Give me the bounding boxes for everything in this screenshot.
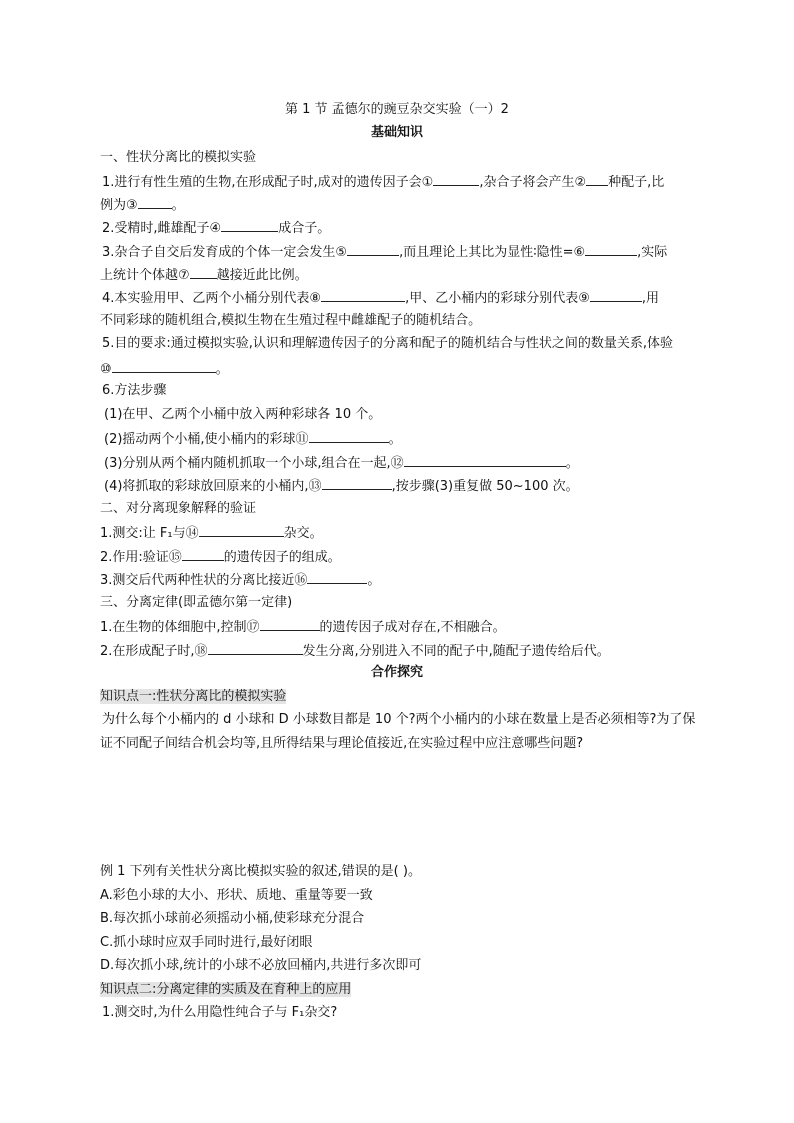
heading-3: 三、分离定律(即孟德尔第一定律): [100, 595, 293, 610]
option-c: C.抓小球时应双手同时进行,最好闭眼: [100, 935, 313, 950]
heading-1: 一、性状分离比的模拟实验: [100, 150, 257, 165]
blank-14[interactable]: [199, 523, 284, 537]
blank-10[interactable]: [112, 359, 216, 373]
step-4: (4)将抓取的彩球放回原来的小桶内,⑬ ,按步骤(3)重复做 50~100 次。: [104, 476, 579, 495]
blank-2[interactable]: [586, 172, 608, 186]
knowledge-point-1: 知识点一:性状分离比的模拟实验: [100, 689, 287, 704]
question-1-cont: 例为③ 。: [100, 195, 185, 214]
blank-3[interactable]: [138, 195, 172, 209]
section-basic-knowledge: 基础知识: [370, 125, 423, 140]
kp1-question-line-2: 证不同配子间结合机会均等,且所得结果与理论值接近,在实验过程中应注意哪些问题?: [100, 736, 584, 751]
blank-7[interactable]: [190, 265, 217, 279]
blank-4[interactable]: [221, 218, 278, 232]
blank-1[interactable]: [433, 172, 479, 186]
blank-13[interactable]: [322, 476, 392, 490]
question-5: 5.目的要求:通过模拟实验,认识和理解遗传因子的分离和配子的随机结合与性状之间的数量关系,体验: [102, 336, 674, 351]
option-d: D.每次抓小球,统计的小球不必放回桶内,共进行多次即可: [100, 958, 422, 973]
question-5-cont: ⑩ 。: [100, 359, 229, 378]
heading-2: 二、对分离现象解释的验证: [100, 501, 257, 516]
doc-title: 第 1 节 孟德尔的豌豆杂交实验（一）2: [285, 102, 509, 117]
question-3: 3.杂合子自交后发育成的个体一定会发生⑤ ,而且理论上其比为显性∶隐性=⑥ ,实际: [102, 242, 667, 261]
step-2: (2)摇动两个小桶,使小桶内的彩球⑪ 。: [104, 429, 402, 448]
knowledge-point-2: 知识点二:分离定律的实质及在育种上的应用: [100, 982, 352, 997]
question-1: 1.进行有性生殖的生物,在形成配子时,成对的遗传因子会① ,杂合子将会产生② 种配子,比: [102, 172, 664, 191]
blank-18[interactable]: [208, 641, 303, 655]
blank-9[interactable]: [590, 288, 642, 302]
step-1: (1)在甲、乙两个小桶中放入两种彩球各 10 个。: [104, 407, 382, 422]
question-4-cont: 不同彩球的随机组合,模拟生物在生殖过程中雌雄配子的随机结合。: [100, 313, 482, 328]
blank-16[interactable]: [307, 570, 367, 584]
kp1-question-line-1: 为什么每个小桶内的 d 小球和 D 小球数目都是 10 个?两个小桶内的小球在数量上是否必须相等?为了保: [102, 712, 696, 727]
blank-5[interactable]: [347, 242, 399, 256]
verify-3: 3.测交后代两种性状的分离比接近⑯ 。: [100, 570, 380, 589]
law-1: 1.在生物的体细胞中,控制⑰ 的遗传因子成对存在,不相融合。: [100, 617, 506, 636]
blank-12[interactable]: [404, 453, 566, 467]
blank-8[interactable]: [321, 288, 405, 302]
blank-6[interactable]: [585, 242, 637, 256]
kp2-question-1: 1.测交时,为什么用隐性纯合子与 F₁杂交?: [102, 1005, 338, 1020]
law-2: 2.在形成配子时,⑱ 发生分离,分别进入不同的配子中,随配子遗传给后代。: [100, 641, 610, 660]
blank-15[interactable]: [182, 547, 224, 561]
verify-2: 2.作用:验证⑮ 的遗传因子的组成。: [100, 547, 341, 566]
option-b: B.每次抓小球前必须摇动小桶,使彩球充分混合: [100, 911, 365, 926]
example-1-stem: 例 1 下列有关性状分离比模拟实验的叙述,错误的是( )。: [100, 864, 421, 879]
blank-17[interactable]: [260, 617, 320, 631]
question-4: 4.本实验用甲、乙两个小桶分别代表⑧ ,甲、乙小桶内的彩球分别代表⑨ ,用: [102, 288, 659, 307]
section-cooperative-inquiry: 合作探究: [370, 665, 423, 680]
blank-11[interactable]: [309, 429, 389, 443]
verify-1: 1.测交:让 F₁与⑭ 杂交。: [100, 523, 323, 542]
question-2: 2.受精时,雌雄配子④ 成合子。: [102, 218, 330, 237]
question-6: 6.方法步骤: [102, 383, 167, 398]
option-a: A.彩色小球的大小、形状、质地、重量等要一致: [100, 888, 373, 903]
step-3: (3)分别从两个桶内随机抓取一个小球,组合在一起,⑫ 。: [104, 453, 579, 472]
question-3-cont: 上统计个体越⑦ 越接近此比例。: [100, 265, 308, 284]
